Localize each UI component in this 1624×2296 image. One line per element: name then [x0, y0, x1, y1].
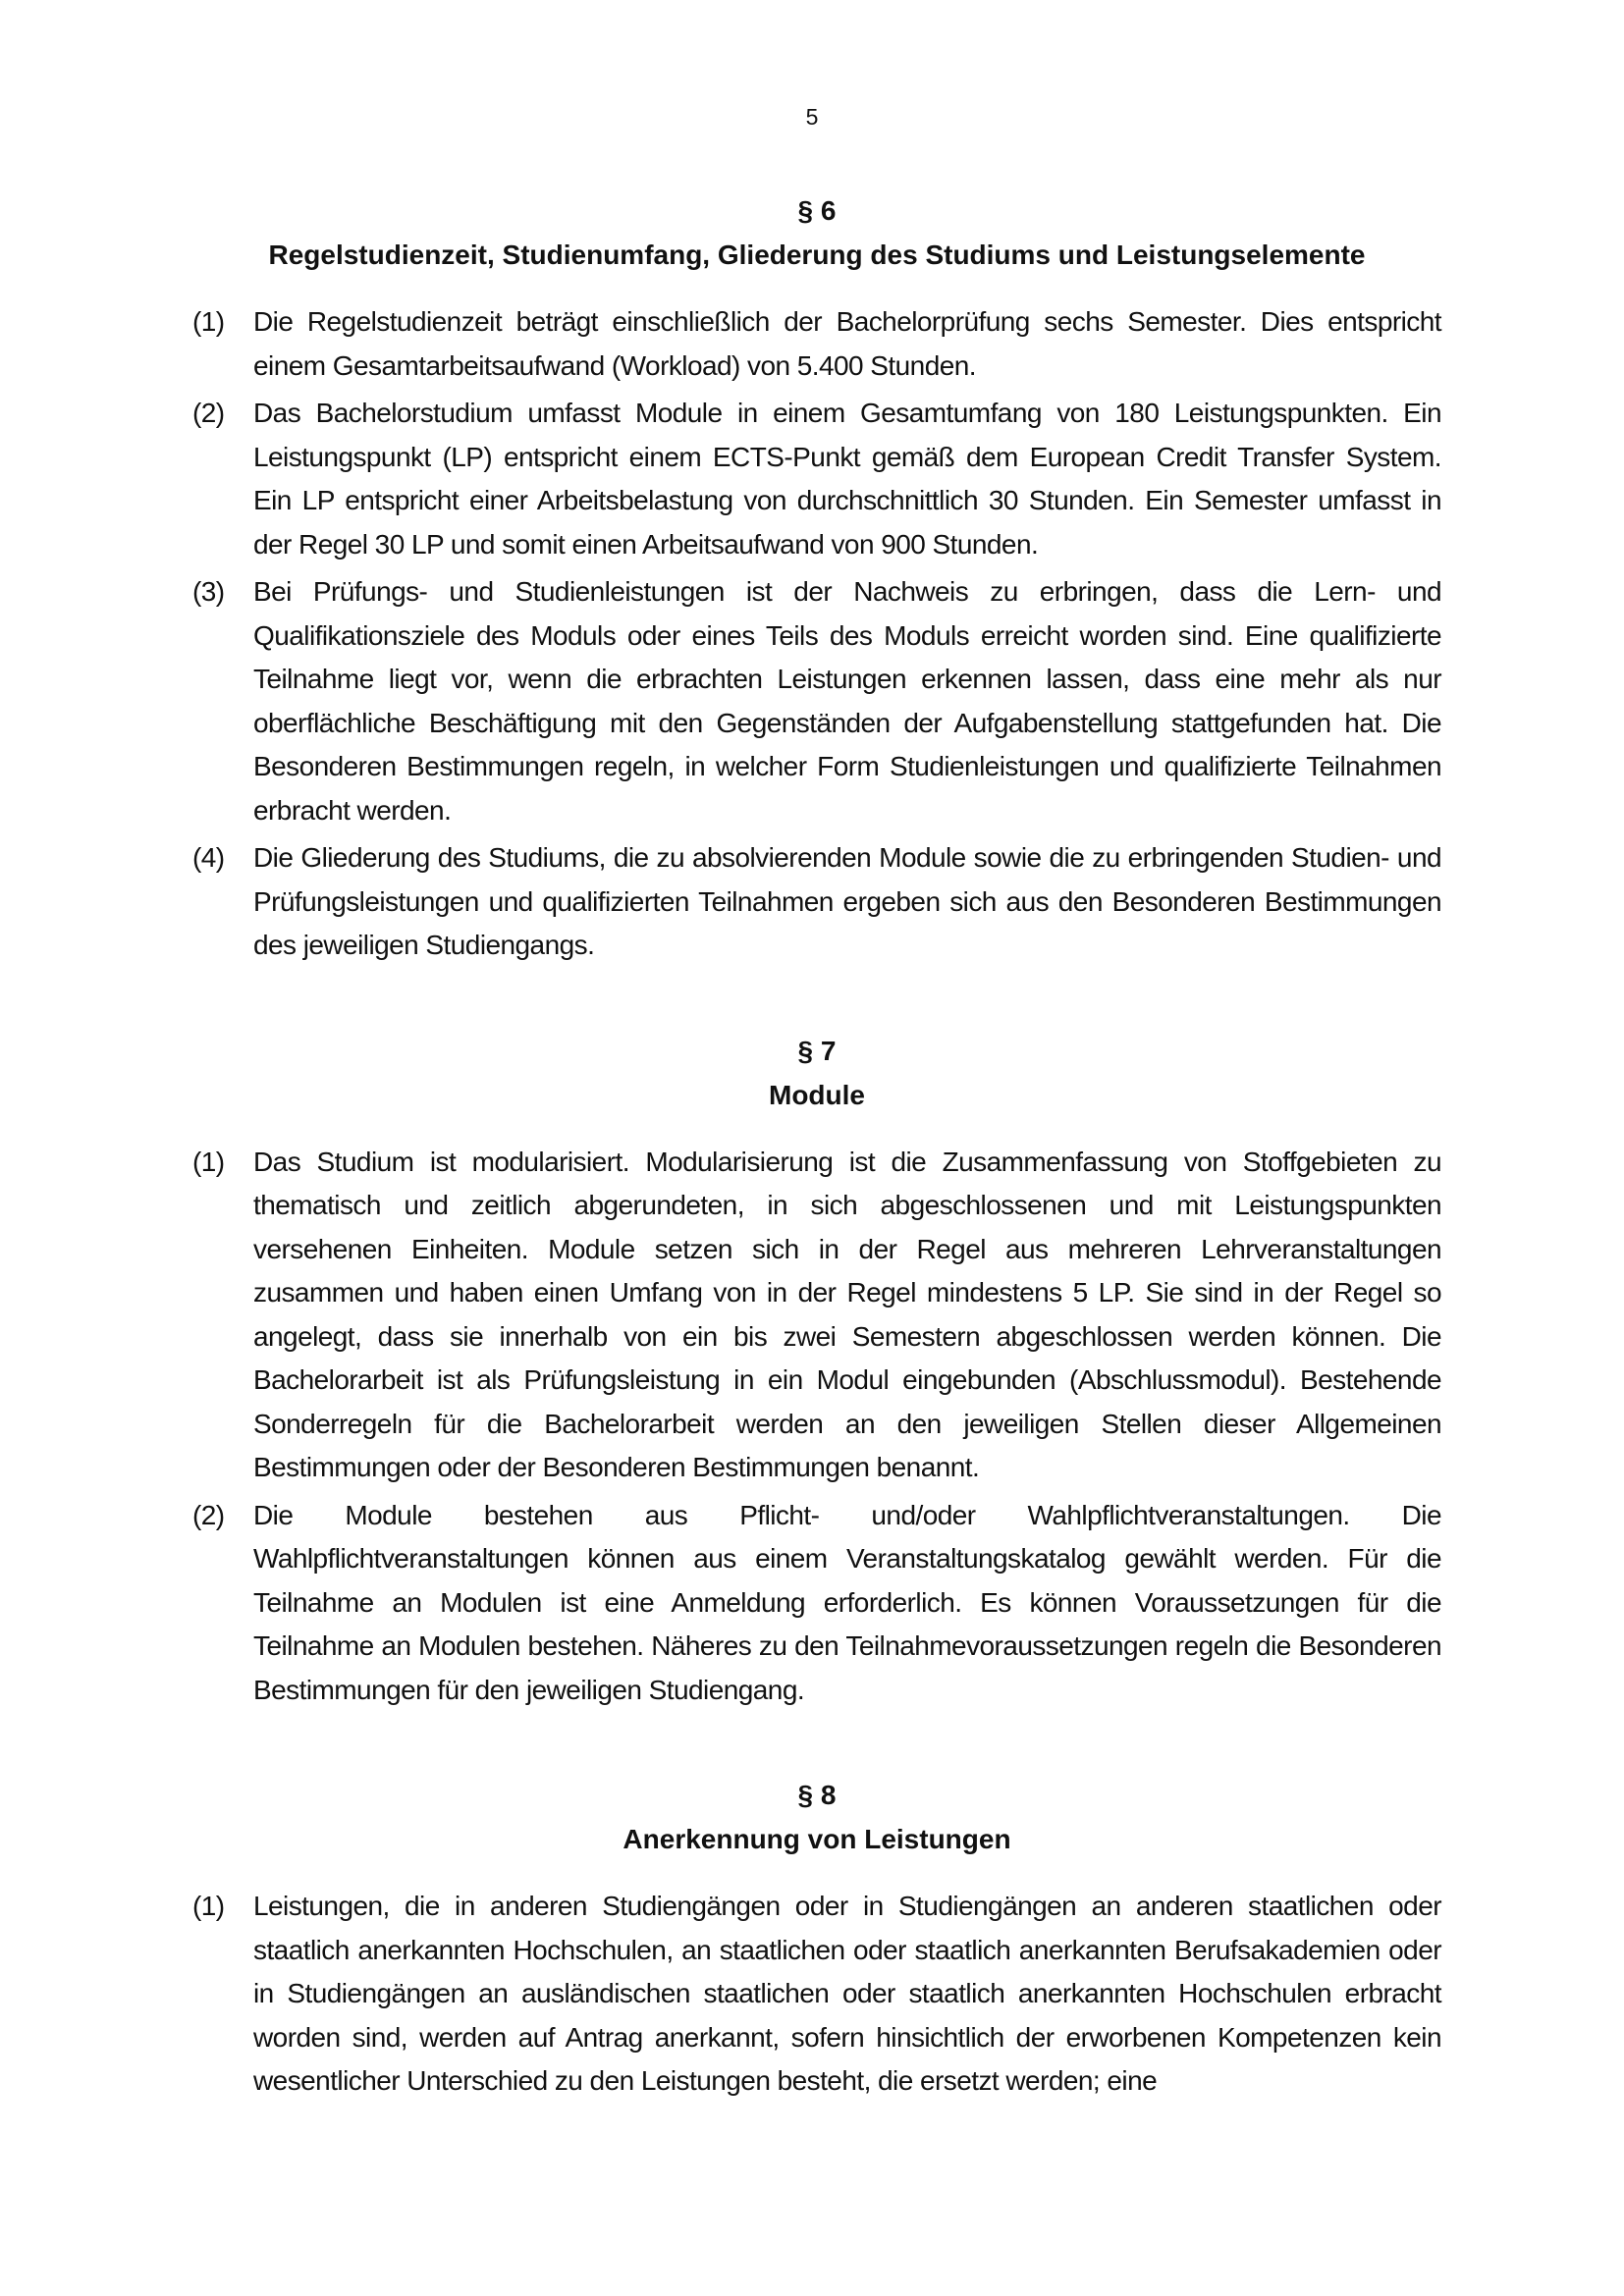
- paragraph-number: (2): [192, 1499, 225, 1530]
- document-body: [192, 188, 1441, 2108]
- paragraph-number: (3): [192, 576, 225, 607]
- paragraph-text: Das Studium ist modularisiert. Modularisierung ist die Zusammenfassung von Stoffgebieten zu thematisch und zeitlich abgerundeten, in sich abgeschlossenen und mit Leistungspunkten versehenen Einheiten. Module setzen sich in der Regel aus mehreren Lehrveranstaltungen zusammen und haben einen Umfang von in der Regel mindestens 5 LP. Sie sind in der Regel so angelegt, dass sie innerhalb von ein bis zwei Semestern abgeschlossen werden können. Die Bachelorarbeit ist als Prüfungsleistung in ein Modul eingebunden (Abschlussmodul). Bestehende Sonderregeln für die Bachelorarbeit werden an den jeweiligen Stellen dieser Allgemeinen Bestimmungen oder der Besonderen Bestimmungen benannt.: [253, 1146, 1441, 1482]
- section-6: [192, 188, 1441, 968]
- section-8-heading: [192, 1773, 1441, 1861]
- paragraph-number: (1): [192, 306, 225, 337]
- paragraph: [192, 1141, 1441, 1490]
- page-number: 5: [805, 104, 819, 130]
- paragraph-text: Die Gliederung des Studiums, die zu absolvierenden Module sowie die zu erbringenden Studien- und Prüfungsleistungen und qualifizierten Teilnahmen ergeben sich aus den Besonderen Bestimmungen des jeweiligen Studiengangs.: [253, 842, 1441, 960]
- section-6-heading: [192, 188, 1441, 277]
- paragraph-number: (1): [192, 1891, 225, 1921]
- paragraph: [192, 300, 1441, 388]
- section-7: [192, 1029, 1441, 1713]
- paragraph-number: (2): [192, 398, 225, 428]
- paragraph-text: Das Bachelorstudium umfasst Module in einem Gesamtumfang von 180 Leistungspunkten. Ein Leistungspunkt (LP) entspricht einem ECTS-Punkt gemäß dem European Credit Transfer System. Ein LP entspricht einer Arbeitsbelastung von durchschnittlich 30 Stunden. Ein Semester umfasst in der Regel 30 LP und somit einen Arbeitsaufwand von 900 Stunden.: [253, 398, 1441, 560]
- paragraph: [192, 570, 1441, 832]
- section-symbol: § 7: [797, 1035, 837, 1066]
- paragraph-number: (1): [192, 1146, 225, 1177]
- section-title: Regelstudienzeit, Studienumfang, Gliederung des Studiums und Leistungselemente: [268, 240, 1366, 270]
- section-8: [192, 1773, 1441, 2104]
- section-title: Module: [769, 1079, 865, 1110]
- section-symbol: § 8: [797, 1780, 837, 1810]
- paragraph-text: Bei Prüfungs- und Studienleistungen ist der Nachweis zu erbringen, dass die Lern- und Qualifikationsziele des Moduls oder eines Teils des Moduls erreicht worden sind. Eine qualifizierte Teilnahme liegt vor, wenn die erbrachten Leistungen erkennen lassen, dass eine mehr als nur oberflächliche Beschäftigung mit den Gegenständen der Aufgabenstellung stattgefunden hat. Die Besonderen Bestimmungen regeln, in welcher Form Studienleistungen und qualifizierte Teilnahmen erbracht werden.: [253, 576, 1441, 826]
- paragraph-text: Die Module bestehen aus Pflicht- und/oder Wahlpflichtveranstaltungen. Die Wahlpflichtveranstaltungen können aus einem Veranstaltungskatalog gewählt werden. Für die Teilnahme an Modulen ist eine Anmeldung erforderlich. Es können Voraussetzungen für die Teilnahme an Modulen bestehen. Näheres zu den Teilnahmevoraussetzungen regeln die Besonderen Bestimmungen für den jeweiligen Studiengang.: [253, 1499, 1441, 1705]
- paragraph-number: (4): [192, 842, 225, 873]
- section-7-heading: [192, 1029, 1441, 1117]
- paragraph: [192, 1885, 1441, 2104]
- paragraph: [192, 1494, 1441, 1713]
- paragraph: [192, 836, 1441, 968]
- paragraph-text: Die Regelstudienzeit beträgt einschließlich der Bachelorprüfung sechs Semester. Dies entspricht einem Gesamtarbeitsaufwand (Workload) von 5.400 Stunden.: [253, 306, 1441, 381]
- section-title: Anerkennung von Leistungen: [623, 1824, 1011, 1854]
- paragraph-text: Leistungen, die in anderen Studiengängen oder in Studiengängen an anderen staatlichen oder staatlich anerkannten Hochschulen, an staatlichen oder staatlich anerkannten Berufsakademien oder in Studiengängen an ausländischen staatlichen oder staatlich anerkannten Hochschulen erbracht worden sind, werden auf Antrag anerkannt, sofern hinsichtlich der erworbenen Kompetenzen kein wesentlicher Unterschied zu den Leistungen besteht, die ersetzt werden; eine: [253, 1891, 1441, 2096]
- paragraph: [192, 392, 1441, 566]
- section-symbol: § 6: [797, 195, 837, 226]
